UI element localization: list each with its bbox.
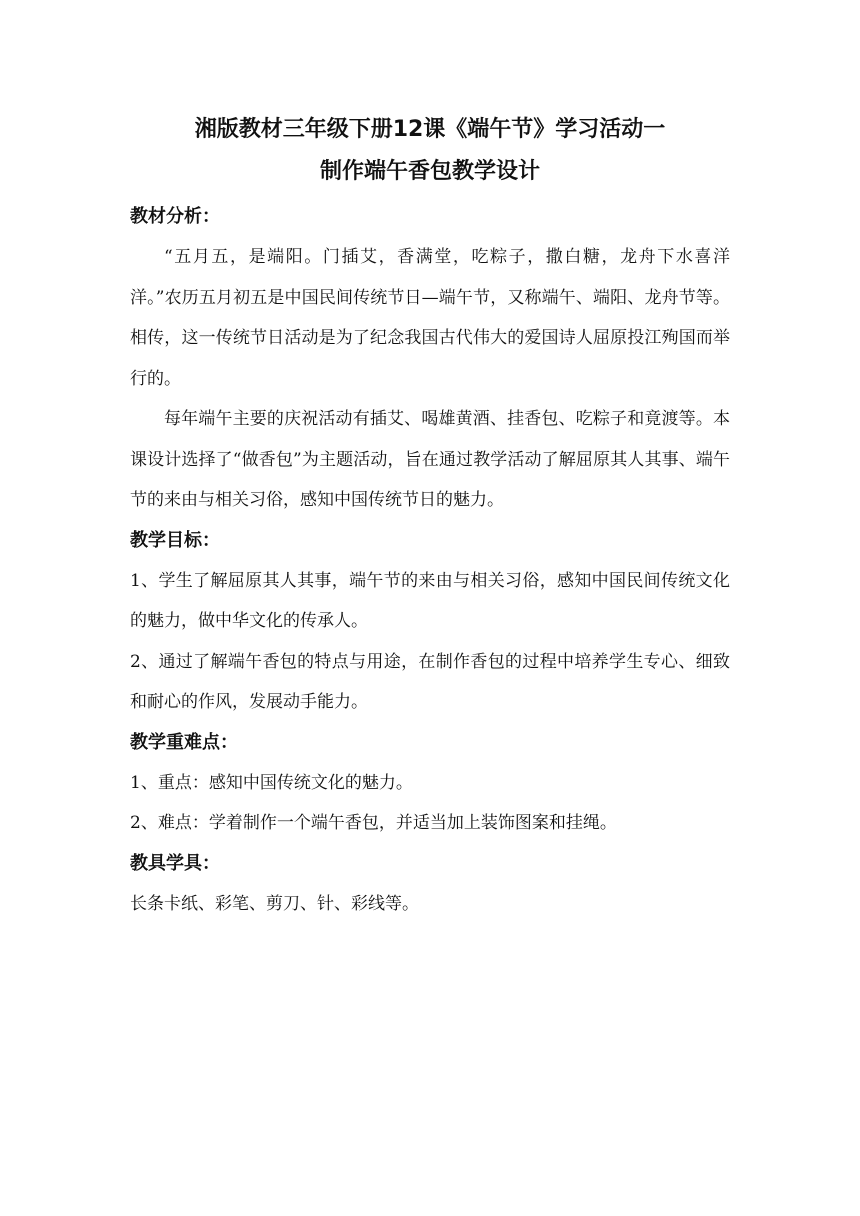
document-title-line-2: 制作端午香包教学设计 (319, 159, 540, 184)
section-key-difficulties (130, 723, 730, 844)
section-heading: 教材分析： (130, 206, 220, 227)
section-heading: 教学目标： (130, 529, 220, 551)
list-item: 2、通过了解端午香包的特点与用途，在制作香包的过程中培养学生专心、细致和耐心的作风，发展动手能力。 (130, 651, 730, 712)
section-teaching-objectives (130, 521, 730, 723)
section-material-analysis (130, 197, 730, 521)
document-title-line-1: 湘版教材三年级下册12课《端午节》学习活动一 (194, 117, 666, 142)
list-item: 1、重点：感知中国传统文化的魅力。 (130, 772, 413, 793)
paragraph: 每年端午主要的庆祝活动有插艾、喝雄黄酒、挂香包、吃粽子和竟渡等。本课设计选择了“做香包”为主题活动，旨在通过教学活动了解屈原其人其事、端午节的来由与相关习俗，感知中国传统节日的魅力。 (130, 409, 730, 510)
list-item: 1、学生了解屈原其人其事，端午节的来由与相关习俗，感知中国民间传统文化的魅力，做中华文化的传承人。 (130, 570, 730, 631)
paragraph: “五月五，是端阳。门插艾，香满堂，吃粽子，撒白糖，龙舟下水喜洋洋。”农历五月初五是中国民间传统节日—端午节，又称端午、端阳、龙舟节等。相传，这一传统节日活动是为了纪念我国古代伟大的爱国诗人屈原投江殉国而举行的。 (130, 247, 730, 389)
list-item: 2、难点：学着制作一个端午香包，并适当加上装饰图案和挂绳。 (130, 813, 617, 833)
section-heading: 教学重难点： (130, 731, 238, 753)
document-body (130, 197, 730, 924)
section-teaching-tools (130, 844, 730, 925)
list-item: 长条卡纸、彩笔、剪刀、针、彩线等。 (130, 893, 419, 914)
section-heading: 教具学具： (130, 852, 220, 874)
